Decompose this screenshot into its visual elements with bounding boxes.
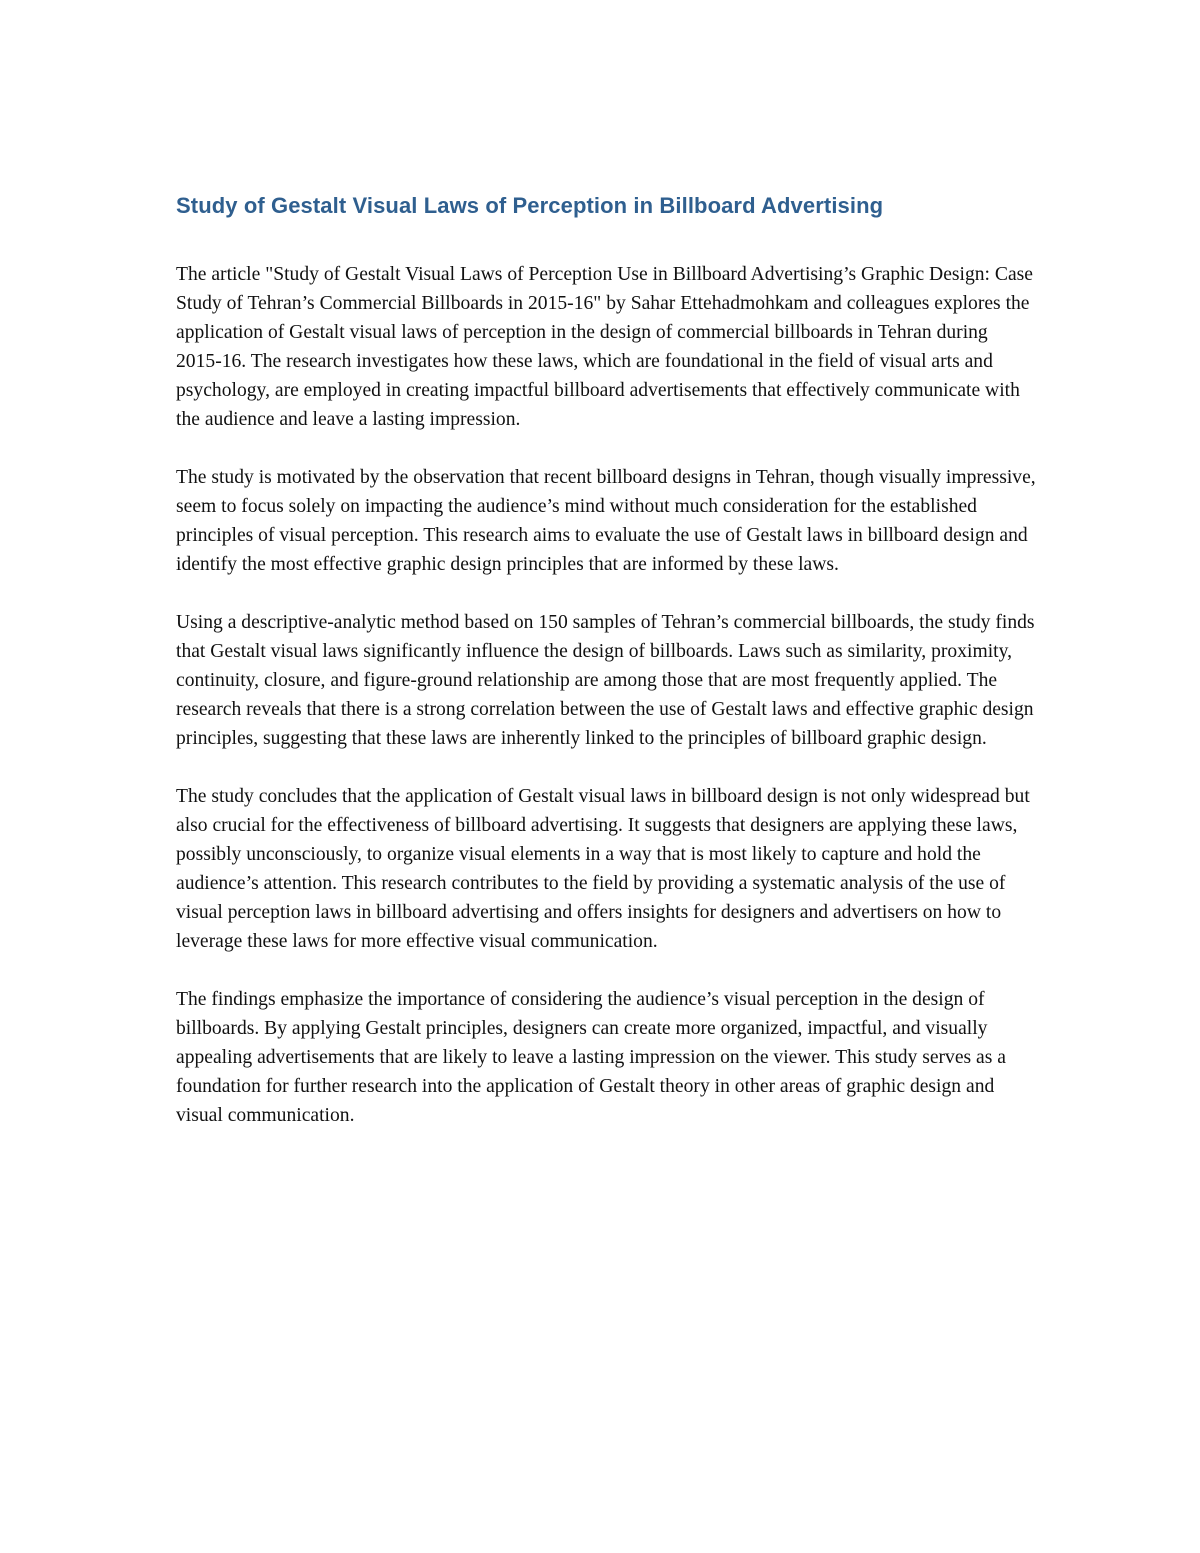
paragraph-motivation: The study is motivated by the observation that recent billboard designs in Tehran, though visually impressive, seem to focus solely on impacting the audience’s mind without much consideration for the established principles of visual perception. This research aims to evaluate the use of Gestalt laws in billboard design and identify the most effective graphic design principles that are informed by these laws.: [176, 467, 1036, 575]
paragraph-introduction: The article "Study of Gestalt Visual Laws of Perception Use in Billboard Advertising’s Graphic Design: Case Study of Tehran’s Commercial Billboards in 2015-16" by Sahar Ettehadmohkam and colleagues explores the application of Gestalt visual laws of perception in the design of commercial billboards in Tehran during 2015-16. The research investigates how these laws, which are foundational in the field of visual arts and psychology, are employed in creating impactful billboard advertisements that effectively communicate with the audience and leave a lasting impression.: [176, 264, 1033, 430]
document-title: Study of Gestalt Visual Laws of Perception in Billboard Advertising: [176, 193, 884, 218]
document-body: [176, 188, 1036, 1159]
paragraph-method-findings: Using a descriptive-analytic method based on 150 samples of Tehran’s commercial billboards, the study finds that Gestalt visual laws significantly influence the design of billboards. Laws such as similarity, proximity, continuity, closure, and figure-ground relationship are among those that are most frequently applied. The research reveals that there is a strong correlation between the use of Gestalt laws and effective graphic design principles, suggesting that these laws are inherently linked to the principles of billboard graphic design.: [176, 612, 1035, 749]
paragraph-conclusion: The study concludes that the application of Gestalt visual laws in billboard design is not only widespread but also crucial for the effectiveness of billboard advertising. It suggests that designers are applying these laws, possibly unconsciously, to organize visual elements in a way that is most likely to capture and hold the audience’s attention. This research contributes to the field by providing a systematic analysis of the use of visual perception laws in billboard advertising and offers insights for designers and advertisers on how to leverage these laws for more effective visual communication.: [176, 786, 1030, 952]
paragraph-implications: The findings emphasize the importance of considering the audience’s visual perception in the design of billboards. By applying Gestalt principles, designers can create more organized, impactful, and visually appealing advertisements that are likely to leave a lasting impression on the viewer. This study serves as a foundation for further research into the application of Gestalt theory in other areas of graphic design and visual communication.: [176, 989, 1006, 1126]
